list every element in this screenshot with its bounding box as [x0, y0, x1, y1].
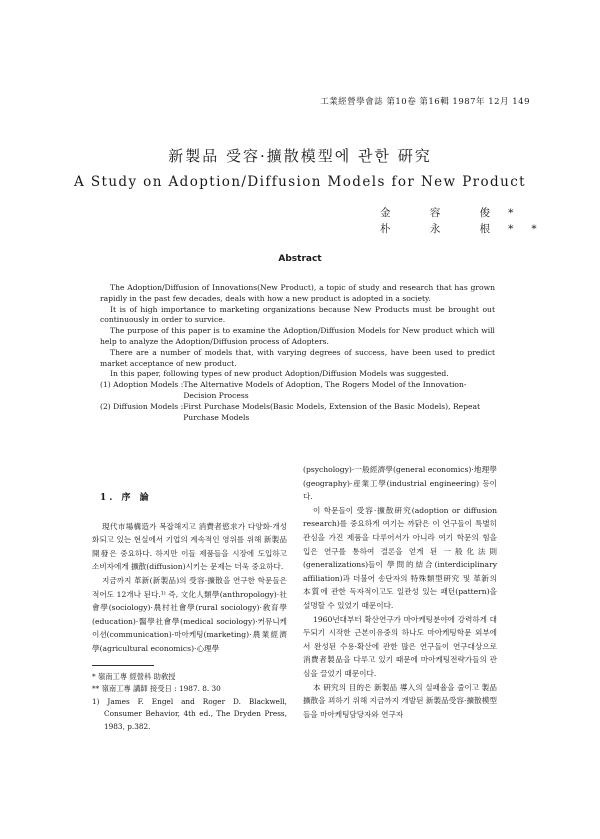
abstract-body — [100, 283, 495, 423]
abstract-paragraph: It is of high importance to marketing organizations because New Products must be brought out continuously in order to survice. — [100, 304, 495, 325]
abstract-paragraph: The purpose of this paper is to examine the Adoption/Diffusion Models for New product which will help to analyze the Adoption/Diffusion process of Adopters. — [100, 326, 495, 346]
body-paragraph: (psychology)·一般經濟學(general economics)·地理學(geography)·産業工學(industrial engineering) 등이다. — [303, 465, 497, 502]
model-label: (1) Adoption Models : — [100, 380, 184, 390]
running-head: 工業經營學會誌 第10卷 第16輯 1987年 12月 149 — [320, 97, 530, 107]
section-title: 1. 序 論 — [100, 493, 152, 503]
author-2: 朴 永 根** — [380, 223, 555, 235]
body-paragraph: 1960년대부터 확산연구가 마아케팅분야에 강력하게 대두되기 시작한 근본이유중의 하나도 마아케팅학문 외부에서 완성된 수용·확산에 관한 많은 연구들이 연구대상으로 消費者製品을 다루고 있기 때문에 마아케팅전략가들의 관심을 끌었기 때문이다. — [303, 614, 497, 678]
model-text: The Alternative Models of Adoption, The Rogers Model of the Innovation-Decision Process — [183, 380, 467, 400]
abstract-paragraph: In this paper, following types of new product Adoption/Diffusion Models was suggested. — [110, 369, 449, 379]
footnote-reference: 1) James F. Engel and Roger D. Blackwell, Consumer Behavior, 4th ed., The Dryden Press, 1983, p.382. — [92, 696, 287, 731]
body-paragraph: 지금까지 革新(新製品)의 受容·擴散을 연구한 학문들은 적어도 12개나 된다.¹⁾ 즉, 文化人類學(anthropology)·社會學(sociology)·農村社會學(rural sociology)·敎育學(education)·醫學社會學(medical sociology)·커뮤니케이션(communication)·마아케팅(marketing)·農業經濟學(agricultural economics)·心理學 — [92, 575, 287, 653]
body-paragraph: 現代市場構造가 복잡해지고 消費者慾求가 다양화·개성화되고 있는 현실에서 기업의 계속적인 영위를 위해 新製品開發은 중요하다. 하지만 이들 제품들을 시장에 도입하고 소비자에게 擴散(diffusion)시키는 문제는 더욱 중요하다. — [92, 521, 287, 572]
model-text: First Purchase Models(Basic Models, Extension of the Basic Models), Repeat Purchase Models — [183, 401, 481, 422]
abstract-paragraph: There are a number of models that, with varying degrees of success, have been used to predict market acceptance of new product. — [100, 347, 495, 368]
left-column — [92, 492, 287, 733]
footnotes — [92, 671, 287, 734]
diffusion-models-item — [100, 402, 495, 424]
footnote-affiliation-1: * 嶺南工專 經營科 助敎授 — [92, 671, 176, 681]
body-paragraph: 이 학문들이 受容·擴散硏究(adoption or diffusion research)를 중요하게 여기는 까닭은 이 연구들이 특별히 관심을 가진 제품을 다루어서가 아니라 여기 학문의 힘을 입은 연구를 통하여 결론을 얻게 된 一般化法則(generalizations)들이 學問的結合(interdiciplinary affiliation)과 더불어 송단자의 特殊類型硏究 및 革新의 本質에 관한 독자적이고도 일관성 있는 패턴(pattern)을 설명할 수 있었기 때문이다. — [303, 505, 497, 610]
body-paragraph: 本 硏究의 目的은 新製品 導入의 실패율을 줄이고 製品擴散을 꾀하기 위해 지금까지 개발된 新製品受容·擴散模型들을 마아케팅담당자와 연구자 — [303, 682, 497, 719]
abstract-heading: Abstract — [278, 254, 322, 264]
abstract-paragraph: The Adoption/Diffusion of Innovations(New Product), a topic of study and research that has grown rapidly in the past few decades, deals with how a new product is adopted in a society. — [100, 283, 495, 303]
right-column — [303, 463, 497, 721]
footnote-affiliation-2: ** 嶺南工專 講師 接受日 : 1987. 8. 30 — [92, 684, 221, 694]
author-1: 金 容 俊* — [380, 207, 532, 219]
model-label: (2) Diffusion Models : — [100, 401, 184, 411]
adoption-models-item — [100, 380, 495, 402]
title-english: A Study on Adoption/Diffusion Models for New Product — [74, 174, 526, 190]
author-list — [380, 205, 555, 237]
footnote-rule — [92, 665, 154, 666]
title-korean: 新製品 受容·擴散模型에 관한 硏究 — [168, 147, 432, 165]
